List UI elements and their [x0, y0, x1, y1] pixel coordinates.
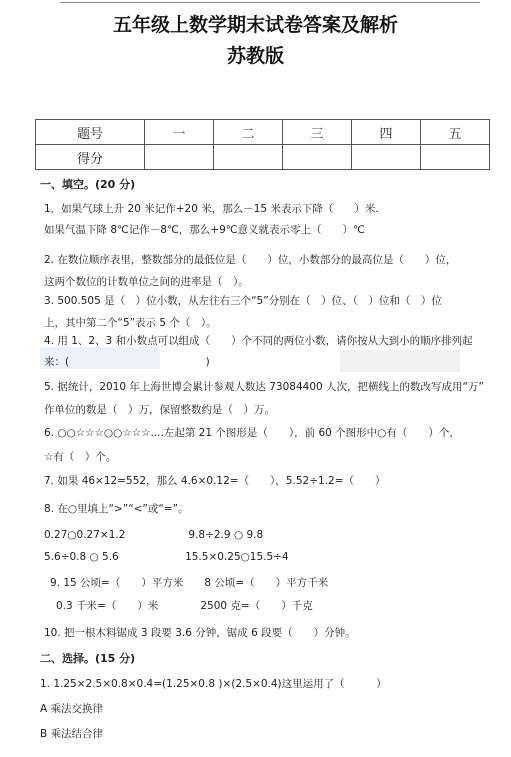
score-header-cell: 二 [214, 120, 283, 145]
choice-option-a: A 乘法交换律 [40, 703, 104, 715]
score-cell [421, 145, 490, 170]
score-cell [145, 145, 214, 170]
score-cell [283, 145, 352, 170]
page-title: 五年级上数学期末试卷答案及解析 [112, 14, 398, 36]
score-row-label: 得分 [36, 145, 145, 170]
question-2-line-2: 这两个数位的计数单位之间的进率是（ ）。 [44, 276, 249, 288]
choice-question-1: 1. 1.25×2.5×0.8×0.4=(1.25×0.8 )×(2.5×0.4)这里运用了（ ） [40, 678, 387, 690]
score-header-cell: 五 [421, 120, 490, 145]
question-8-line-2: 0.27○0.27×1.2 9.8÷2.9 ○ 9.8 [44, 529, 264, 541]
page-subtitle: 苏教版 [226, 45, 284, 67]
question-8-line-3: 5.6÷0.8 ○ 5.6 15.5×0.25○15.5÷4 [44, 551, 289, 563]
question-5-line-2: 作单位的数是（ ）万，保留整数约是（ ）万。 [44, 404, 275, 416]
question-4-line-2: 来：( ) [44, 356, 210, 368]
score-header-cell: 题号 [36, 120, 145, 145]
question-10: 10. 把一根木料锯成 3 段要 3.6 分钟，锯成 6 段要（ ）分钟。 [44, 627, 356, 639]
question-8: 8. 在○里填上“>”“<”或“=”。 [44, 503, 189, 515]
score-cell [352, 145, 421, 170]
question-5: 5. 据统计，2010 年上海世博会累计参观人数达 73084400 人次，把横线上的数改写成用“万” [44, 381, 484, 393]
question-4: 4. 用 1、2、3 和小数点可以组成（ ）个不同的两位小数，请你按从大到小的顺序排列起 [44, 335, 473, 347]
question-9-line-2: 0.3 千米=（ ）米 2500 克=（ ）千克 [56, 600, 313, 612]
watermark [340, 350, 460, 372]
score-header-cell: 三 [283, 120, 352, 145]
question-6-line-2: ☆有（ ）个。 [44, 451, 117, 463]
score-cell [214, 145, 283, 170]
question-1: 1．如果气球上升 20 米记作+20 米，那么－15 米表示下降（ ）米. [44, 203, 379, 215]
score-table-header-row [36, 120, 490, 145]
top-rule [60, 2, 480, 3]
score-table-score-row [36, 145, 490, 170]
question-3: 3. 500.505 是（ ）位小数，从左往右三个“5”分别在（ ）位、（ ）位和（ ）位 [44, 295, 442, 307]
question-6: 6. ○○☆☆☆○○☆☆☆....左起第 21 个图形是（ ），前 60 个图形中○有（ ）个， [44, 427, 460, 439]
score-header-cell: 四 [352, 120, 421, 145]
question-1-line-2: 如果气温下降 8℃记作－8℃，那么+9℃意义就表示零上（ ）℃ [44, 224, 365, 236]
choice-option-b: B 乘法结合律 [40, 728, 104, 740]
question-7: 7. 如果 46×12=552，那么 4.6×0.12=（ ），5.52÷1.2=（ ） [44, 475, 386, 487]
score-table [35, 119, 490, 170]
question-3-line-2: 上，其中第二个“5”表示 5 个（ ）。 [44, 317, 217, 329]
question-2: 2. 在数位顺序表里，整数部分的最低位是（ ）位，小数部分的最高位是（ ）位， [44, 254, 457, 266]
question-9: 9. 15 公顷=（ ）平方米 8 公顷=（ ）平方千米 [50, 577, 329, 589]
section-heading-fill-blank: 一、填空。(20 分) [40, 178, 136, 191]
section-heading-choice: 二、选择。(15 分) [40, 652, 136, 665]
score-header-cell: 一 [145, 120, 214, 145]
